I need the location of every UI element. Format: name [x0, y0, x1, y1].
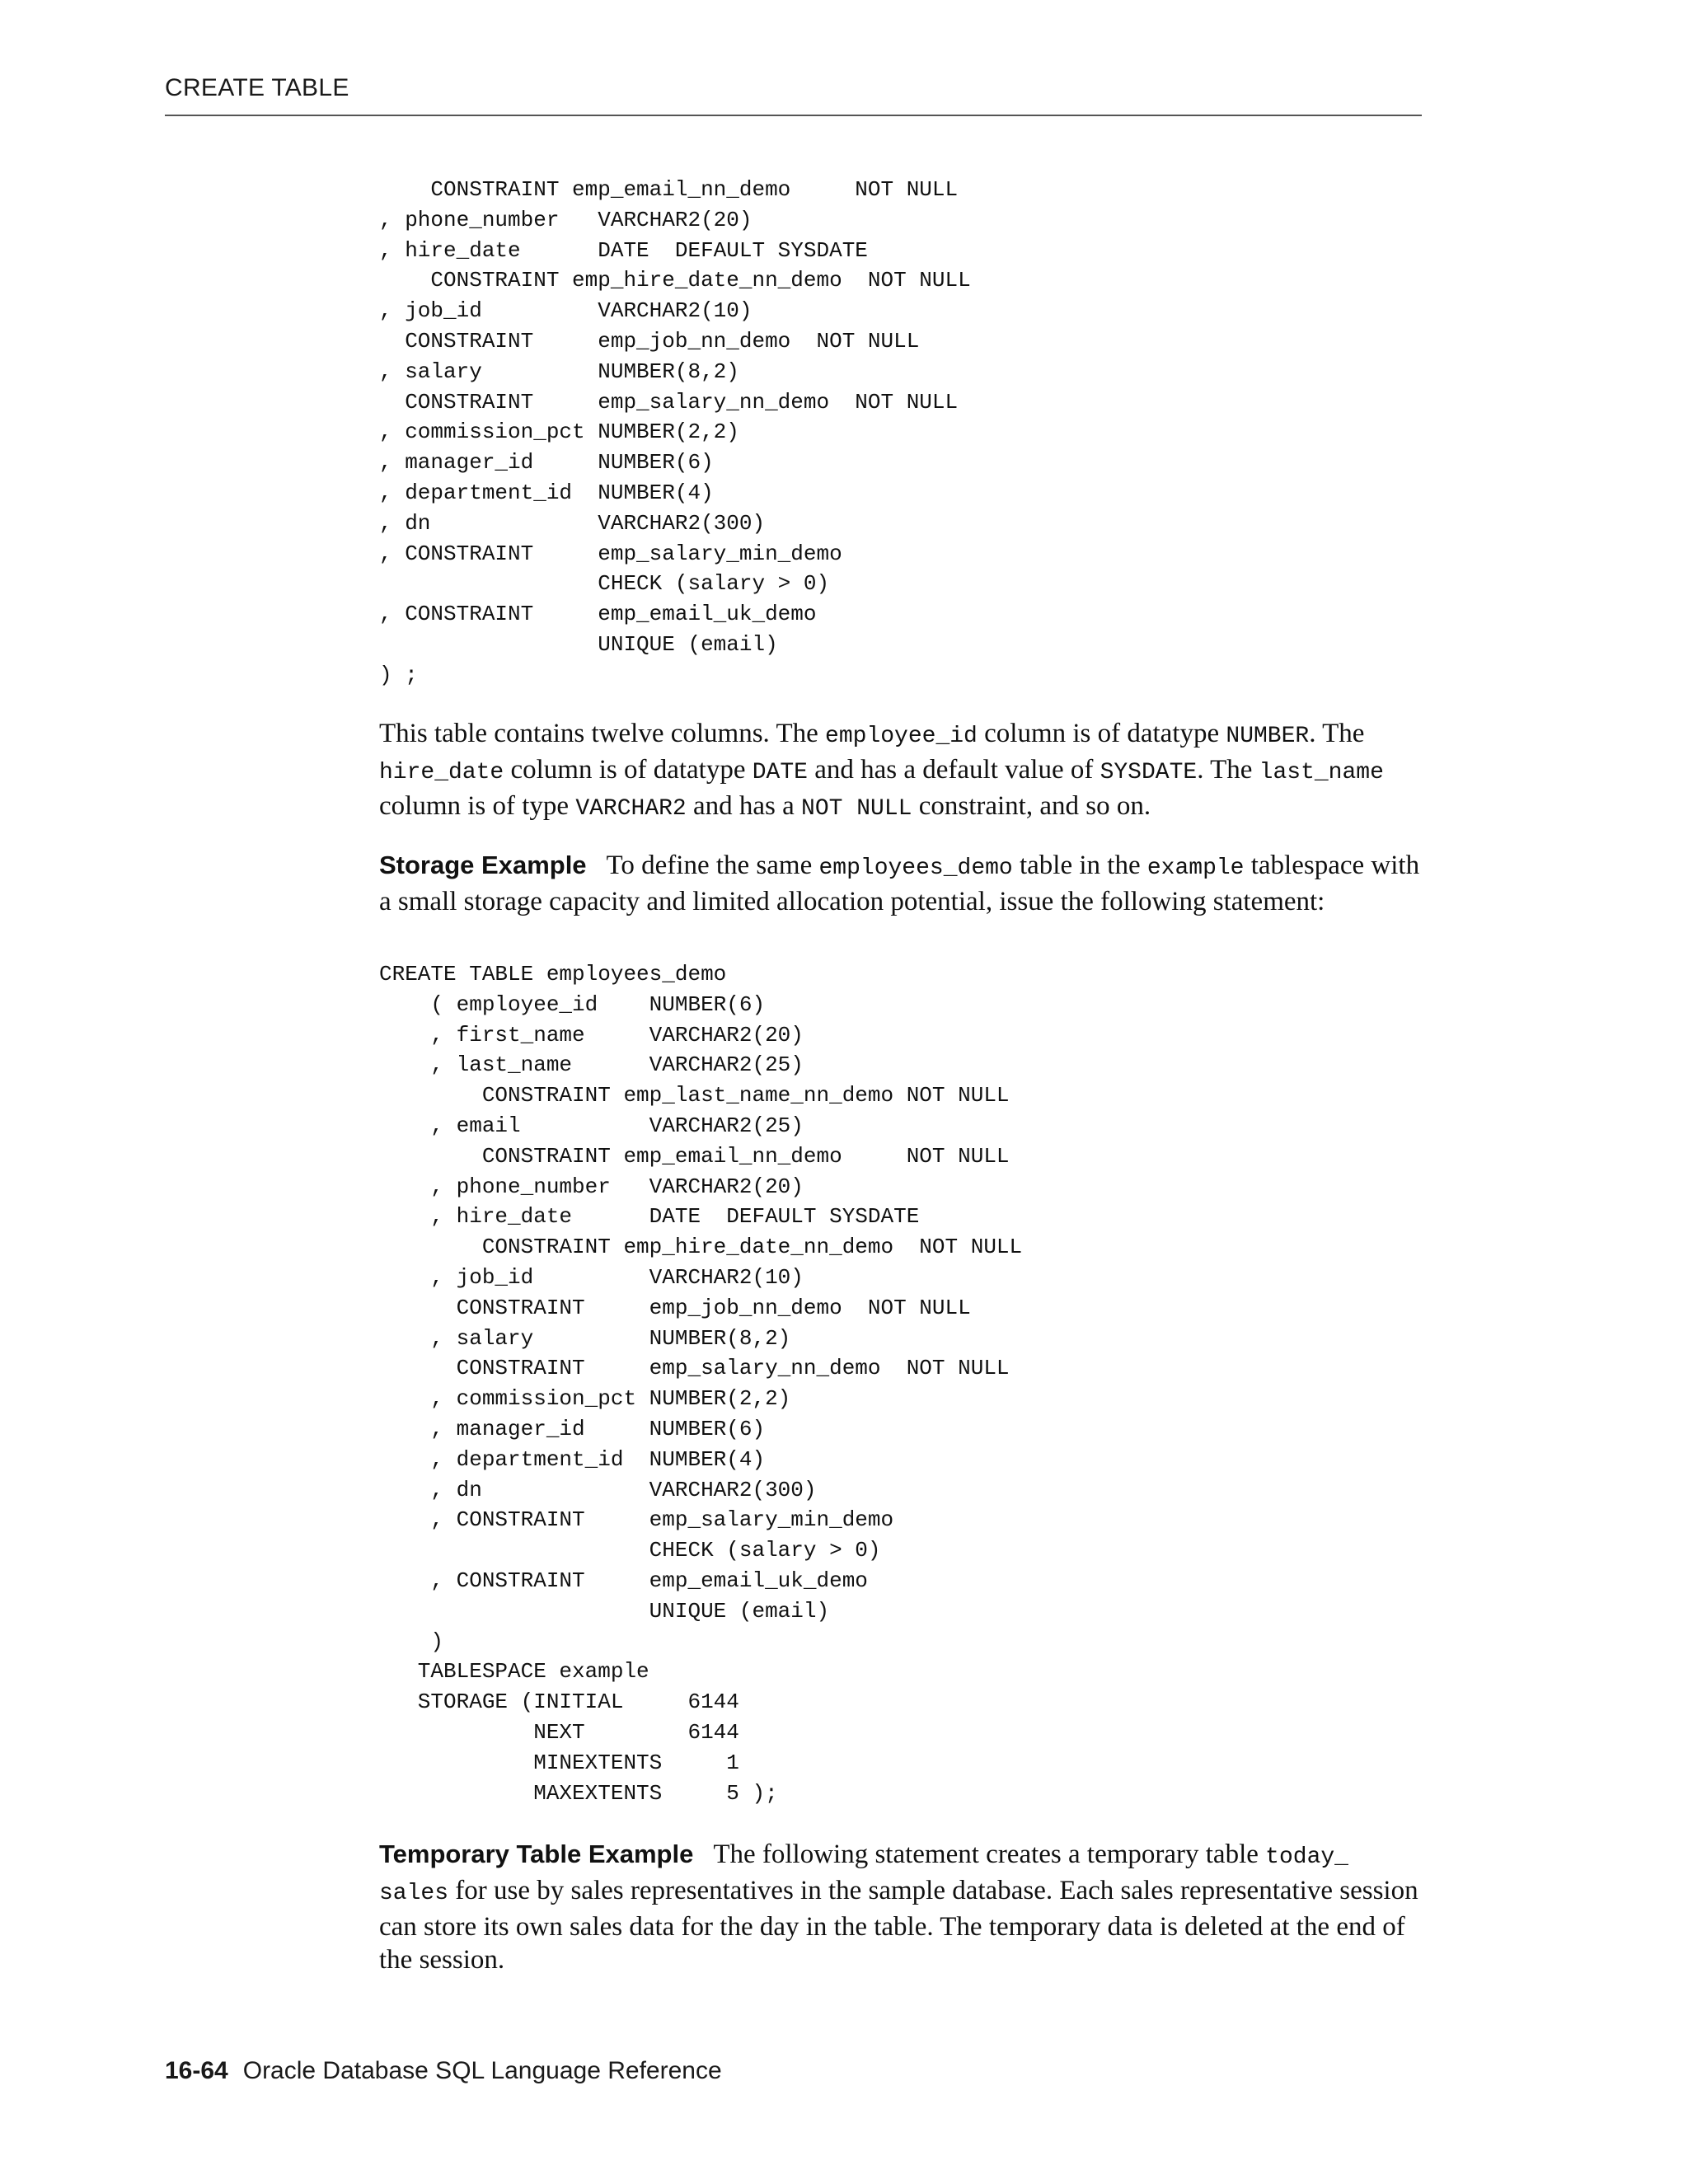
- text-span: column is of type: [379, 791, 576, 821]
- text-span: column is of datatype: [504, 755, 753, 785]
- text-span: This table contains twelve columns. The: [379, 719, 826, 748]
- code-span: VARCHAR2: [575, 796, 687, 822]
- code-span: example: [1146, 855, 1245, 881]
- code-block-continued: CONSTRAINT emp_email_nn_demo NOT NULL , phone_number VARCHAR2(20) , hire_date DATE DEFAULT SYSDATE CONSTRAINT emp_hire_date_nn_demo NOT NULL , job_id VARCHAR2(10) CONSTRAINT emp_job_nn_demo NOT NULL , salary NUMBER(8,2) CONSTRAINT emp_salary_nn_demo NOT NULL , commission_pct NUMBER(2,2) , manager_id NUMBER(6) , department_id NUMBER(4) , dn VARCHAR2(300) , CONSTRAINT emp_salary_min_demo CHECK (salary > 0) , CONSTRAINT emp_email_uk_demo UNIQUE (email) ) ;: [379, 177, 971, 687]
- text-span: column is of datatype: [977, 719, 1226, 748]
- text-span: . The: [1197, 755, 1259, 785]
- code-span: SYSDATE: [1100, 760, 1198, 785]
- runin-heading-temporary-table-example: Temporary Table Example: [379, 1840, 694, 1868]
- code-span: last_name: [1259, 760, 1384, 785]
- page-number: 16-64: [165, 2057, 228, 2084]
- paragraph-temporary-table-example: [379, 1838, 1430, 1976]
- code-span: DATE: [752, 760, 808, 785]
- runin-heading-storage-example: Storage Example: [379, 851, 587, 879]
- code-span: hire_date: [379, 760, 504, 785]
- text-span: table in the: [1012, 851, 1147, 880]
- page-footer: [165, 2057, 722, 2085]
- header-rule: [165, 115, 1422, 116]
- paragraph-storage-example: [379, 849, 1430, 918]
- code-span: NUMBER: [1226, 724, 1310, 749]
- text-span: for use by sales representatives in the sample database. Each sales representative session can store its own sales data for the day in the table. The temporary data is deleted at the end of the session.: [379, 1876, 1418, 1975]
- text-span: tablespace with a small storage capacity and limited allocation potential, issue the following statement:: [379, 851, 1420, 916]
- code-span: employee_id: [825, 724, 978, 749]
- text-span: and has a: [686, 791, 802, 821]
- code-span: today_ sales: [379, 1844, 1348, 1906]
- text-span: The following statement creates a temporary table: [713, 1840, 1266, 1869]
- code-span: NOT NULL: [801, 796, 912, 822]
- code-block-storage-example: CREATE TABLE employees_demo ( employee_id NUMBER(6) , first_name VARCHAR2(20) , last_name VARCHAR2(25) CONSTRAINT emp_last_name_nn_demo NOT NULL , email VARCHAR2(25) CONSTRAINT emp_email_nn_demo NOT NULL , phone_number VARCHAR2(20) , hire_date DATE DEFAULT SYSDATE CONSTRAINT emp_hire_date_nn_demo NOT NULL , job_id VARCHAR2(10) CONSTRAINT emp_job_nn_demo NOT NULL , salary NUMBER(8,2) CONSTRAINT emp_salary_nn_demo NOT NULL , commission_pct NUMBER(2,2) , manager_id NUMBER(6) , department_id NUMBER(4) , dn VARCHAR2(300) , CONSTRAINT emp_salary_min_demo CHECK (salary > 0) , CONSTRAINT emp_email_uk_demo UNIQUE (email) ) TABLESPACE example STORAGE (INITIAL 6144 NEXT 6144 MINEXTENTS 1 MAXEXTENTS 5 );: [379, 962, 1023, 1806]
- text-span: and has a default value of: [807, 755, 1100, 785]
- text-span: . The: [1309, 719, 1365, 748]
- running-header-title: CREATE TABLE: [165, 74, 349, 101]
- book-title: Oracle Database SQL Language Reference: [242, 2057, 722, 2084]
- text-span: To define the same: [606, 851, 819, 880]
- text-span: constraint, and so on.: [912, 791, 1151, 821]
- code-span: employees_demo: [818, 855, 1013, 881]
- paragraph-table-description: [379, 717, 1430, 826]
